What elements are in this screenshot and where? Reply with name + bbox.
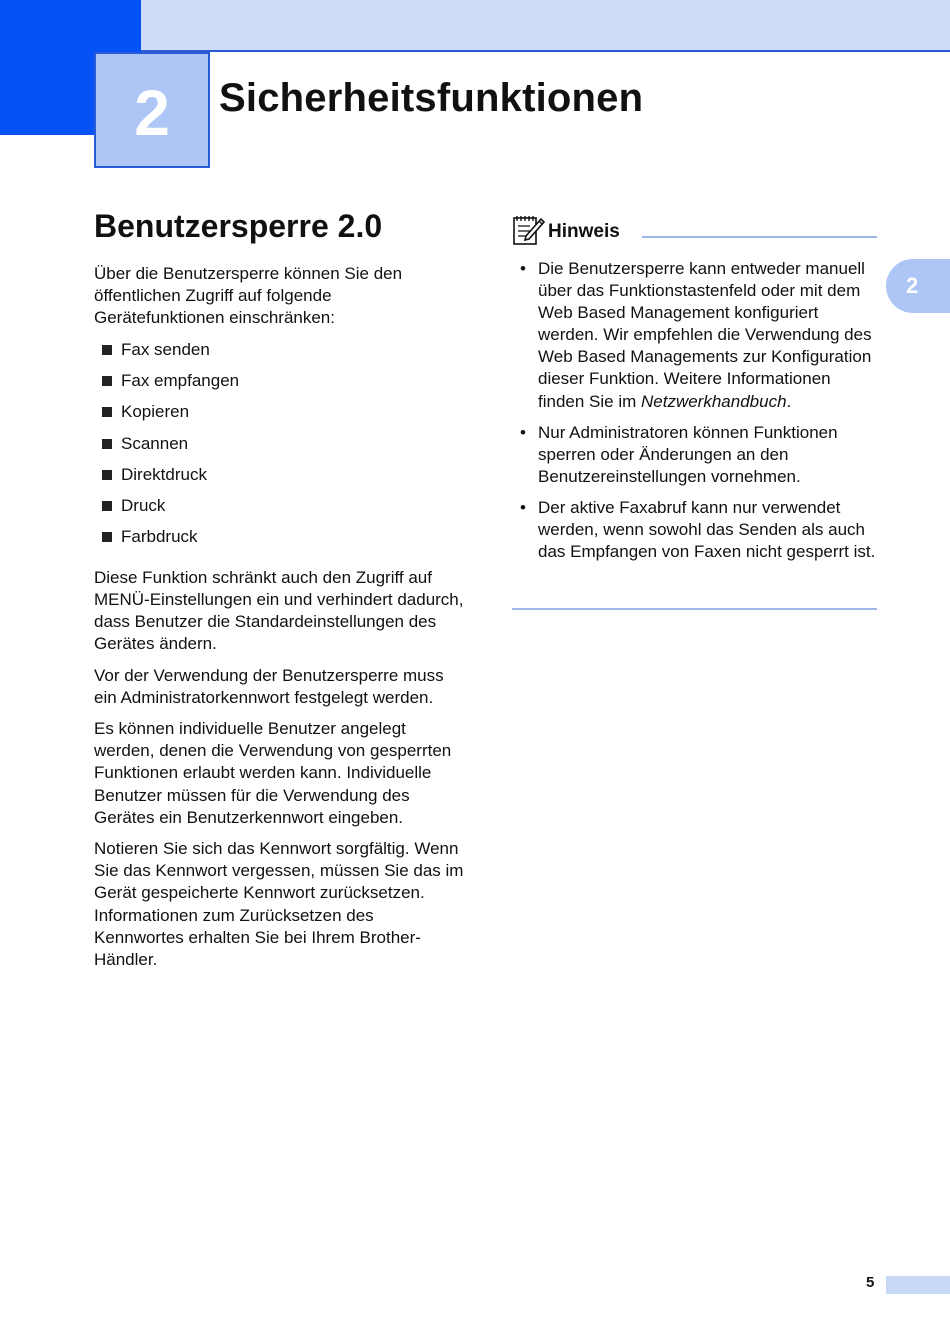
list-item [94,526,466,557]
main-column [94,200,466,980]
note-text: Der aktive Faxabruf kann nur verwendet werden, wenn sowohl das Senden als auch das Empfangen von Faxen nicht gesperrt ist. [538,497,876,562]
list-item [94,339,466,370]
body-paragraph: Diese Funktion schränkt auch den Zugriff auf MENÜ-Einstellungen ein und verhindert dadurch, dass Benutzer die Standardeinstellungen des Gerätes ändern. [94,567,464,654]
note-box [512,212,877,572]
list-item [512,258,877,413]
body-paragraph: Notieren Sie sich das Kennwort sorgfältig. Wenn Sie das Kennwort vergessen, müssen Sie das im Gerät gespeicherte Kennwort zurücksetzen. Informationen zum Zurücksetzen des Kennwortes erhalten Sie bei Ihrem Brother-Händler. [94,838,464,969]
square-bullet-icon [102,345,112,355]
page-number-bar [886,1276,950,1294]
feature-label: Druck [121,496,166,516]
notepad-pencil-icon [512,212,546,246]
bullet-dot-icon: • [520,422,526,442]
feature-label: Scannen [121,433,189,453]
square-bullet-icon [102,470,112,480]
body-paragraph: Es können individuelle Benutzer angelegt werden, denen die Verwendung von gesperrten Funktionen erlaubt werden kann. Individuelle Benutzer müssen für die Verwendung des Gerätes ein Benutzerkennwort eingeben. [94,718,452,827]
feature-label: Kopieren [121,402,190,422]
square-bullet-icon [102,376,112,386]
square-bullet-icon [102,501,112,511]
chapter-number: 2 [134,77,170,149]
note-text: Die Benutzersperre kann entweder manuell über das Funktionstastenfeld oder mit dem Web Based Management konfiguriert werden. Wir empfehlen die Verwendung des Web Based Managements zur Konfiguration dieser Funktion. Weitere Informationen finden Sie im [538,259,872,411]
header-rule [140,50,950,52]
chapter-side-tab [886,259,950,313]
note-header [512,212,877,250]
body-paragraph: Vor der Verwendung der Benutzersperre muss ein Administratorkennwort festgelegt werden. [94,665,444,707]
note-list [512,258,877,563]
bullet-dot-icon: • [520,259,526,278]
header-band [0,0,950,52]
list-item [94,401,466,432]
side-tab-number: 2 [906,273,919,298]
list-item [94,495,466,526]
list-item [94,433,466,464]
note-text-end: . [786,391,792,411]
intro-paragraph: Über die Benutzersperre können Sie den öffentlichen Zugriff auf folgende Gerätefunktionen einschränken: [94,264,403,328]
square-bullet-icon [102,439,112,449]
bullet-dot-icon: • [520,497,526,517]
feature-list [94,339,466,558]
manual-reference: Netzwerkhandbuch [641,391,787,411]
square-bullet-icon [102,407,112,417]
note-text: Nur Administratoren können Funktionen sperren oder Änderungen an den Benutzereinstellungen vornehmen. [538,422,838,486]
list-item [94,464,466,495]
feature-label: Farbdruck [121,527,198,547]
note-bottom-rule [512,608,877,610]
list-item [512,497,877,563]
feature-label: Fax empfangen [121,370,240,390]
chapter-title: Sicherheitsfunktionen [219,76,644,120]
section-title: Benutzersperre 2.0 [94,208,383,244]
feature-label: Fax senden [121,339,210,359]
note-label: Hinweis [548,221,620,242]
list-item [94,370,466,401]
note-header-rule [642,236,877,238]
list-item [512,422,877,488]
chapter-number-box [94,52,210,168]
square-bullet-icon [102,532,112,542]
page-number: 5 [866,1274,875,1291]
feature-label: Direktdruck [121,464,207,484]
